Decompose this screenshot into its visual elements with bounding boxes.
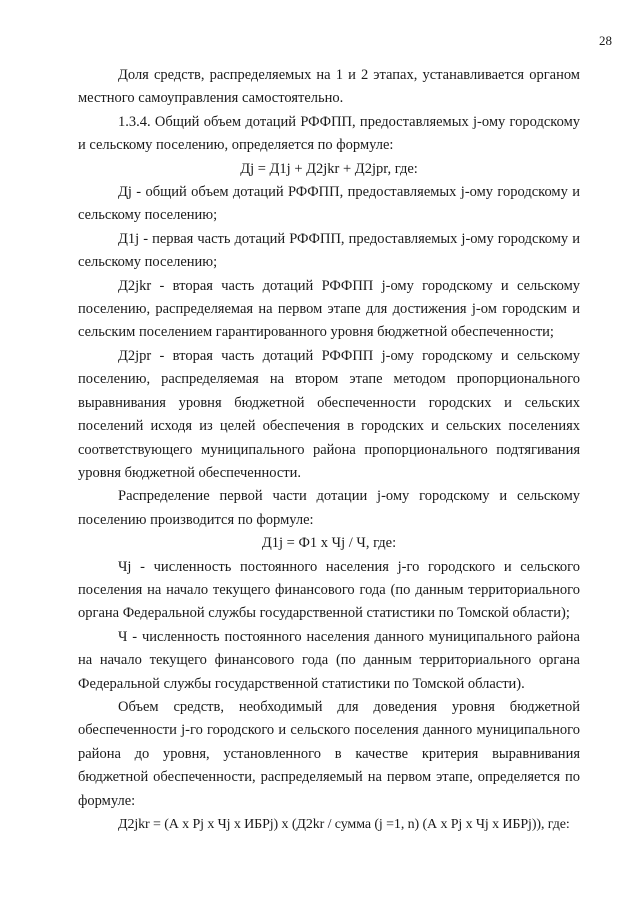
paragraph-funds-share: Доля средств, распределяемых на 1 и 2 этапах, устанавливается органом местного самоуправления самостоятельно. — [78, 67, 580, 107]
formula-first-part: Д1j = Ф1 х Чj / Ч, где: — [261, 535, 397, 552]
document-body — [78, 64, 580, 836]
definition-d2jpr: Д2jpr - вторая часть дотаций РФФПП j-ому городскому и сельскому поселению, распределяемая на втором этапе методом пропорционального выравнивания уровня бюджетной обеспеченности городских и сельских поселений исходя из целей обеспечения в городских и сельских поселениях соответствующего муниципального района пропорционального подтягивания уровня бюджетной обеспеченности. — [78, 347, 580, 481]
definition-dj: Дj - общий объем дотаций РФФПП, предоставляемых j-ому городскому и сельскому поселению; — [78, 184, 580, 224]
page-number: 28 — [599, 33, 612, 48]
definition-d2jkr: Д2jkr - вторая часть дотаций РФФПП j-ому городскому и сельскому поселению, распределяемая на первом этапе для достижения j-ом городским и сельским поселением гарантированного уровня бюджетной обеспеченности; — [78, 277, 580, 341]
formula-total-subsidy: Дj = Д1j + Д2jkr + Д2jpr, где: — [240, 160, 418, 177]
definition-chj: Чj - численность постоянного населения j-го городского и сельского поселения на начало текущего финансового года (по данным территориального органа Федеральной службы государственной статистики по Томской области); — [78, 558, 580, 622]
formula-d2jkr: Д2jkr = (А х Рj х Чj х ИБРj) х (Д2kr / сумма (j =1, n) (А х Рj х Чj х ИБРj)), где: — [118, 817, 570, 832]
definition-d1j: Д1j - первая часть дотаций РФФПП, предоставляемых j-ому городскому и сельскому поселению; — [78, 230, 580, 271]
definition-ch: Ч - численность постоянного населения данного муниципального района на начало текущего финансового года (по данным территориального органа Федеральной службы государственной статистики по Томской области). — [78, 628, 580, 692]
paragraph-first-part-distribution: Распределение первой части дотации j-ому городскому и сельскому поселению производится по формуле: — [78, 488, 580, 528]
paragraph-first-stage-volume: Объем средств, необходимый для доведения уровня бюджетной обеспеченности j-го городского и сельского поселения данного муниципального района до уровня, установленного в качестве критерия выравнивания бюджетной обеспеченности, распределяемый на первом этапе, определяется по формуле: — [78, 698, 580, 809]
paragraph-total-subsidy: 1.3.4. Общий объем дотаций РФФПП, предоставляемых j-ому городскому и сельскому поселению, определяется по формуле: — [78, 113, 580, 154]
